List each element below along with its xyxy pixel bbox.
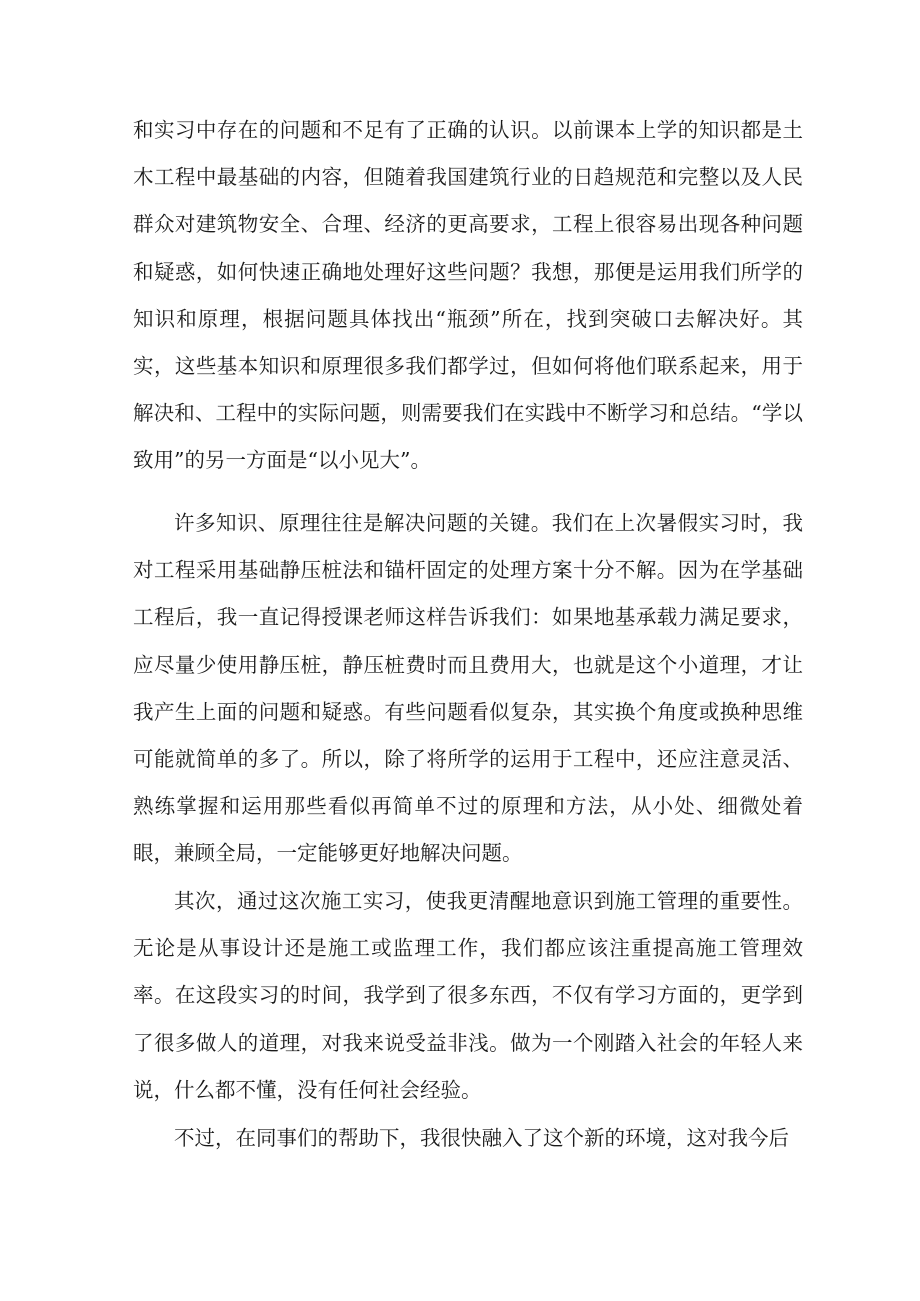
paragraph-1: 和实习中存在的问题和不足有了正确的认识。以前课本上学的知识都是土木工程中最基础的内容，但随着我国建筑行业的日趋规范和完整以及人民群众对建筑物安全、合理、经济的更高要求，工程上很容易出现各种问题和疑惑，如何快速正确地处理好这些问题？我想，那便是运用我们所学的知识和原理，根据问题具体找出“瓶颈”所在，找到突破口去解决好。其实，这些基本知识和原理很多我们都学过，但如何将他们联系起来，用于解决和、工程中的实际问题，则需要我们在实践中不断学习和总结。“学以致用”的另一方面是“以小见大”。 [133,118,803,473]
paragraph-3: 其次，通过这次施工实习，使我更清醒地意识到施工管理的重要性。无论是从事设计还是施工或监理工作，我们都应该注重提高施工管理效率。在这段实习的时间，我学到了很多东西，不仅有学习方面的，更学到了很多做人的道理，对我来说受益非浅。做为一个刚踏入社会的年轻人来说，什么都不懂，没有任何社会经验。 [133,889,803,1102]
paragraph-4: 不过，在同事们的帮助下，我很快融入了这个新的环境，这对我今后 [174,1126,789,1150]
paragraph-2: 许多知识、原理往往是解决问题的关键。我们在上次暑假实习时，我对工程采用基础静压桩法和锚杆固定的处理方案十分不解。因为在学基础工程后，我一直记得授课老师这样告诉我们：如果地基承载力满足要求，应尽量少使用静压桩，静压桩费时而且费用大，也就是这个小道理，才让我产生上面的问题和疑惑。有些问题看似复杂，其实换个角度或换种思维可能就简单的多了。所以，除了将所学的运用于工程中，还应注意灵活、熟练掌握和运用那些看似再简单不过的原理和方法，从小处、细微处着眼，兼顾全局，一定能够更好地解决问题。 [133,511,803,866]
